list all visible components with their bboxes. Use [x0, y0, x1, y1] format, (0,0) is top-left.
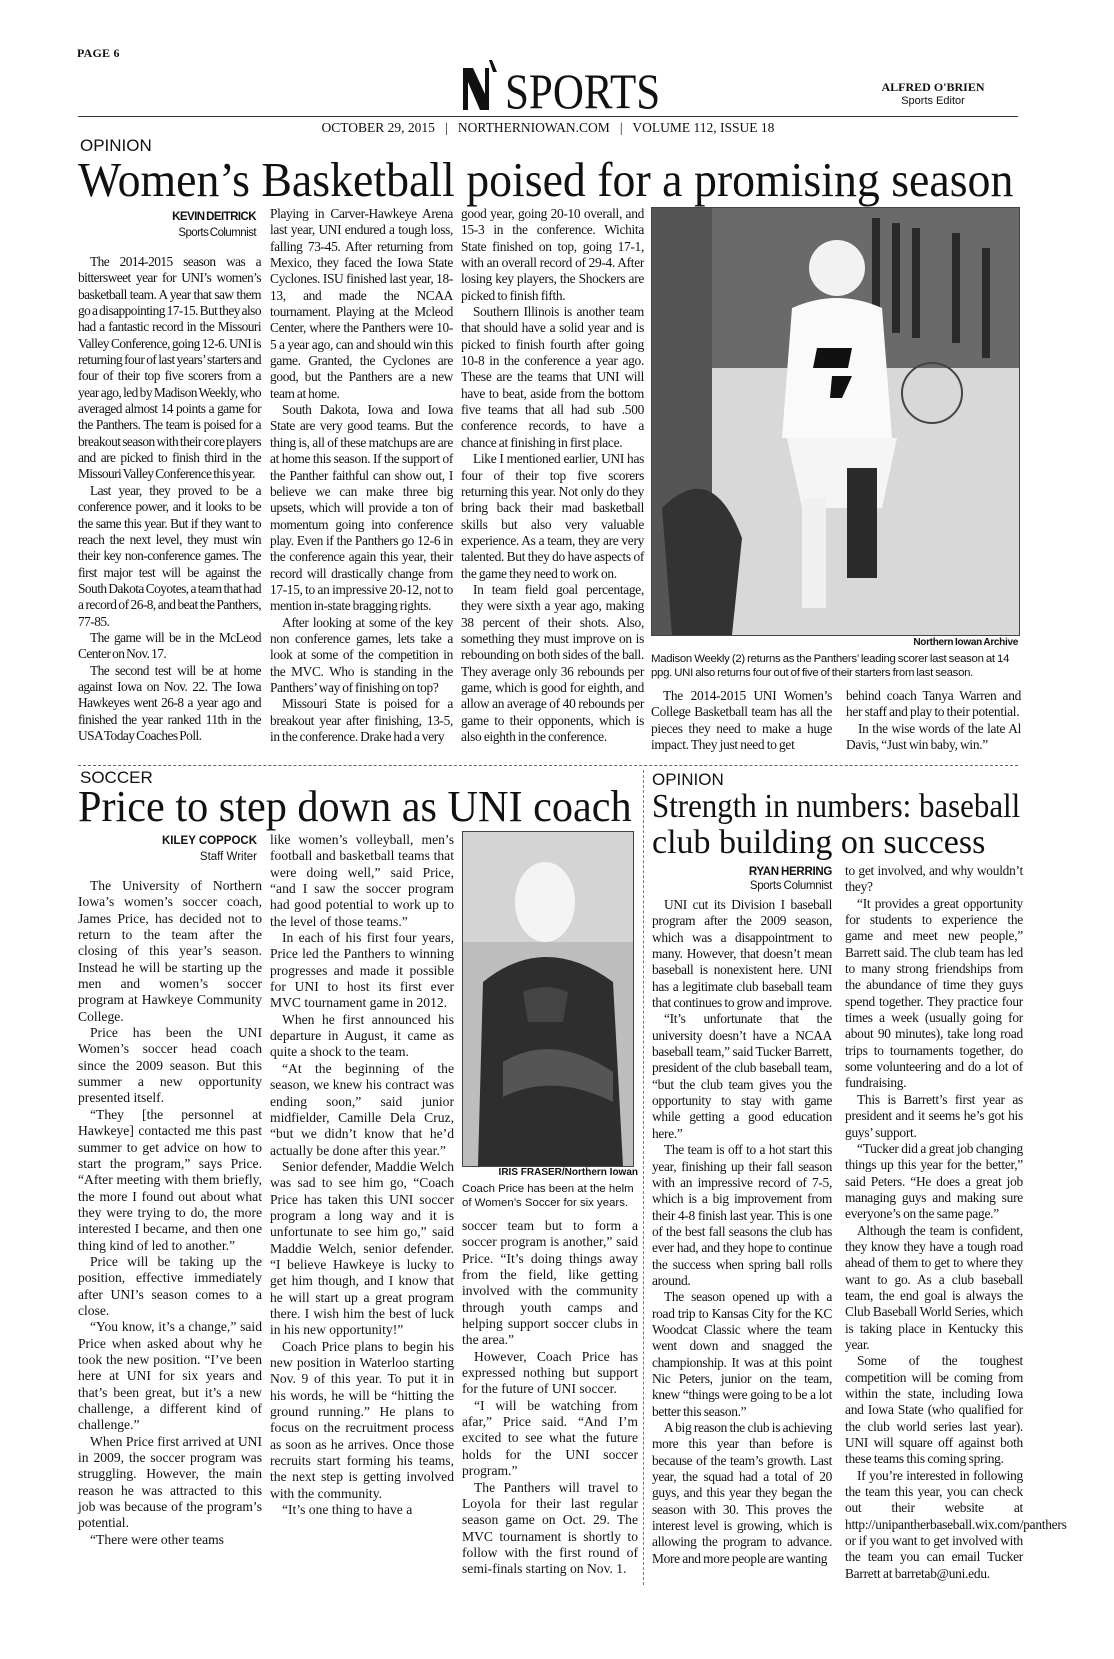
article1-kicker: OPINION — [80, 136, 152, 155]
article3-column-2 — [845, 863, 1067, 1582]
paragraph: However, Coach Price has expressed nothing but support for the future of UNI soccer. — [462, 1348, 638, 1397]
paragraph: The season opened up with a road trip to Kansas City for the KC Woodcat Classic where the team went down and snagged the championship. It was at this point Nic Peters, junior on the team, knew “things were going to be a lot better this season.” — [652, 1289, 832, 1419]
northern-iowan-logo-icon — [463, 60, 497, 110]
section-title: SPORTS — [505, 63, 661, 119]
article3-kicker: OPINION — [652, 770, 724, 789]
paragraph: good year, going 20-10 overall, and 15-3 in the conference. Wichita State finished on top, going 17-1, with an overall record of 29-4. After losing key players, the Shockers are picked to finish fifth. — [461, 206, 644, 303]
article2-photo-caption: Coach Price has been at the helm of Women’s Soccer for six years. — [462, 1183, 634, 1209]
coach-photo-image — [463, 832, 633, 1166]
author-name: KILEY COPPOCK — [162, 835, 257, 847]
paragraph: The team is off to a hot start this year, finishing up their fall season with an impressive record of 7-5, which is a big improvement from their 4-8 finish last year. This is one of the best fall seasons the club has ever had, and they hope to continue the success when spring ball rolls around. — [652, 1142, 832, 1288]
article2-column-1 — [78, 878, 262, 1548]
paragraph: Southern Illinois is another team that should have a solid year and is picked to finish fourth after going 10-8 in the conference a year ago. These are the teams that UNI will have to beat, aside from the bottom five teams that all had sub .500 conference records, to have a chance at finishing in first place. — [461, 304, 644, 450]
author-name: KEVIN DEITRICK — [172, 211, 256, 223]
page-number: PAGE 6 — [77, 46, 120, 60]
paragraph: Like I mentioned earlier, UNI has four of their top five scorers returning this year. Not only do they bring back their mad basketball skills but also very valuable experience. As a team, they are very talented. But they do have aspects of the game they need to work on. — [461, 451, 644, 581]
paragraph: Senior defender, Maddie Welch was sad to see him go, “Coach Price has taken this UNI soccer program a long way and it is unfortunate to see him go,” said Maddie Welch, senior defender. “I believe Hawkeye is lucky to get him though, and I know that he will start up a great program there. I wish him the best of luck in his new opportunity!” — [270, 1158, 454, 1338]
paragraph: In the wise words of the late Al Davis, “Just win baby, win.” — [846, 720, 1021, 753]
masthead-rule — [78, 116, 1018, 117]
dateline: OCTOBER 29, 2015 | NORTHERNIOWAN.COM | VOLUME 112, ISSUE 18 — [321, 120, 775, 135]
article1-lower-columns — [651, 688, 1021, 753]
article1-column-1-block — [78, 211, 261, 744]
article2-column-3 — [462, 1218, 638, 1578]
paragraph: If you’re interested in following the team this year, you can check out their website at http://unipantherbaseball.wix.com/panthers or if you want to get involved with the team you can email Tucker Barrett at barretab@uni.edu. — [845, 1467, 1067, 1581]
article1-photo-caption: Madison Weekly (2) returns as the Panthers’ leading scorer last season at 14 ppg. UNI also returns four out of five of their starters from last season. — [651, 653, 1010, 679]
column-divider — [643, 770, 644, 1585]
author-name: RYAN HERRING — [748, 866, 832, 878]
paragraph: This is Barrett’s first year as president and it seems he’s got his guys’ support. — [845, 1091, 1023, 1140]
paragraph: “Tucker did a great job changing things up this year for the better,” said Peters. “He does a great job managing guys and making sure everyone’s on the same page.” — [845, 1140, 1023, 1222]
editor-name: ALFRED O'BRIEN — [881, 80, 985, 94]
paragraph: to get involved, and why wouldn’t they? — [845, 863, 1023, 895]
website-link[interactable]: NORTHERNIOWAN.COM — [457, 120, 610, 135]
paragraph: soccer team but to form a soccer program is another,” said Price. “It’s doing things away from the field, like getting involved with the community through youth camps and helping support soccer clubs in the area.” — [462, 1218, 638, 1348]
author-role: Staff Writer — [199, 851, 257, 863]
paragraph: Although the team is confident, they know they have a tough road ahead of them to get to where they want to go. As a club baseball team, the end goal is always the Club Baseball World Series, which is taking place in Kentucky this year. — [845, 1222, 1023, 1352]
article1-column-3 — [461, 206, 644, 745]
paragraph: “There were other teams — [90, 1531, 224, 1547]
article3-byline — [652, 866, 832, 893]
article3-column-1-block — [652, 866, 832, 1567]
article3-column-1 — [652, 897, 832, 1567]
paragraph: The game will be in the McLeod Center on Nov. 17. — [78, 629, 261, 662]
article2-kicker: SOCCER — [80, 768, 153, 787]
article2-byline — [78, 835, 257, 864]
article1-column-4 — [651, 688, 832, 753]
paragraph: When Price first arrived at UNI in 2009, the soccer program was struggling. However, the main reason he was attracted to this job was because of the program’s potential. — [78, 1433, 262, 1531]
paragraph: Price has been the UNI Women’s soccer head coach since the 2009 season. But this summer a new opportunity presented itself. — [78, 1025, 262, 1106]
paragraph: Missouri State is poised for a breakout year after finishing, 13-5, in the conference. Drake had a very — [270, 696, 453, 744]
paragraph: When he first announced his departure in August, it came as quite a shock to the team. — [270, 1011, 454, 1060]
basketball-photo-image — [652, 208, 1019, 635]
paragraph: In team field goal percentage, they were sixth a year ago, making 38 percent of their shots. Also, something they must improve on is rebounding on both sides of the ball. They average only 36 rebounds per game, which is good for eighth, and allow an average of 40 rebounds per game to their opponents, which is also eighth in the conference. — [461, 581, 644, 744]
article3-headline-line-2: club building on success — [652, 824, 986, 861]
article1-column-5 — [846, 688, 1021, 753]
paragraph: “It provides a great opportunity for students to experience the game and meet new people,” Barrett said. The club team has led to many strong friendships from the abundance of time they guys spend together. They practice four times a week (usually going for about 90 minutes), take long road trips to tournaments together, do some volunteering and do a lot of fundraising. — [845, 895, 1023, 1091]
paragraph: A big reason the club is achieving more this year than before is because of the team’s growth. Last year, the squad had a total of 20 guys, and this year they began the season with 30. This proves the interest level is growing, which is allowing the program to advance. More and more people are wanting — [652, 1420, 832, 1566]
paragraph: behind coach Tanya Warren and her staff and play to their potential. — [846, 688, 1021, 720]
article2-column-2 — [270, 832, 454, 1518]
paragraph: The Panthers will travel to Loyola for their last regular season game on Oct. 29. The MVC tournament is shortly to follow with the first round of semi-finals starting on Nov. 1. — [462, 1479, 638, 1577]
paragraph: South Dakota, Iowa and Iowa State are very good teams. But the thing is, all of these matchups are are at home this season. If the support of the Panther faithful can show out, I believe we can make three big upsets, which will provide a ton of momentum going into conference play. Even if the Panthers go 12-6 in the conference again this year, their record will drastically change from 17-15, to an impressive 20-12, not to mention in-state bragging rights. — [270, 402, 453, 614]
article1-headline: Women’s Basketball poised for a promising season — [78, 152, 1014, 207]
paragraph: Playing in Carver-Hawkeye Arena last year, UNI endured a tough loss, falling 73-45. After returning from Mexico, they faced the Iowa State Cyclones. ISU finished last year, 18-13, and made the NCAA tournament. Playing at the Mcleod Center, where the Panthers were 10-5 a year ago, can and should win this game. Granted, the Cyclones are good, but the Panthers are a new team at home. — [270, 206, 453, 401]
paragraph: Last year, they proved to be a conference power, and it looks to be the same this year. But if they want to reach the next level, they must win their key non-conference games. The first major test will be against the South Dakota Coyotes, a team that had a record of 26-8, and beat the Panthers, 77-85. — [78, 482, 261, 629]
paragraph: “They [the personnel at Hawkeye] contacted me this past summer to get advice on how to start the program,” says Price. “After meeting with them briefly, the more I found out about what they were trying to do, the more interested I became, and then one thing kind of led to another.” — [78, 1106, 262, 1253]
paragraph: Coach Price plans to begin his new position in Waterloo starting Nov. 9 of this year. To put it in his words, he will be “hitting the ground running.” He plans to focus on the recruitment process as soon as he arrives. Once those recruits start forming his teams, the next step is getting involved with the community. — [270, 1338, 454, 1501]
paragraph: The University of Northern Iowa’s women’s soccer coach, James Price, has decided not to return to the team after the closing of this year’s season. Instead he will be starting up the men and women’s soccer program at Hawkeye Community College. — [78, 878, 262, 1024]
paragraph: The second test will be at home against Iowa on Nov. 22. The Iowa Hawkeyes went 26-8 a year ago and finished the year ranked 11th in the USA Today Coaches Poll. — [78, 662, 261, 743]
paragraph: “You know, it’s a change,” said Price when asked about why he took the new position. “I’ve been here at UNI for six years and that’s been great, but it’s a new challenge, a different kind of challenge.” — [78, 1319, 262, 1433]
article2-photo-credit: IRIS FRASER/Northern Iowan — [498, 1167, 638, 1178]
paragraph: After looking at some of the key non conference games, lets take a look at some of the competition in the MVC. Who is standing in the Panthers’ way of finishing on top? — [270, 614, 453, 695]
article1-byline — [78, 211, 256, 240]
paragraph: “At the beginning of the season, we knew his contract was ending soon,” said junior midfielder, Camille Dela Cruz, “but we didn’t know that he’d actually be done after this year.” — [270, 1060, 454, 1158]
article2-headline: Price to step down as UNI coach — [78, 782, 632, 831]
article1-photo-credit: Northern Iowan Archive — [913, 637, 1018, 648]
paragraph: like women’s volleyball, men’s football and basketball teams that were doing well,” said Price, “and I saw the soccer program had good potential to work up to the level of those teams.” — [270, 832, 454, 929]
editor-credit — [868, 80, 998, 107]
paragraph: “I will be watching from afar,” Price said. “And I’m excited to see what the future holds for the UNI soccer program.” — [462, 1397, 638, 1479]
paragraph: The 2014-2015 season was a bittersweet year for UNI’s women’s basketball team. A year that saw them go a disappointing 17-15. But they also had a fantastic record in the Missouri Valley Conference, going 12-6. UNI is returning four of last years’ starters and four of their top five scorers from a year ago, led by Madison Weekly, who averaged almost 14 points a game for the Panthers. The team is poised for a breakout season with their core players and are picked to finish third in the Missouri Valley Conference this year. — [78, 254, 261, 482]
article1-column-1 — [78, 254, 261, 744]
article1-lower-block — [651, 637, 1021, 753]
paragraph: “It’s one thing to have a — [282, 1502, 413, 1518]
article2-column-3-block — [462, 1167, 638, 1578]
paragraph: Price will be taking up the position, effective immediately after UNI’s season comes to a close. — [78, 1253, 262, 1318]
author-role: Sports Columnist — [178, 227, 256, 239]
paragraph: UNI cut its Division I baseball program after the 2009 season, which was a disappointment to many. However, that doesn’t mean baseball is nonexistent here. UNI has a legitimate club baseball team that continues to grow and improve. — [652, 897, 832, 1011]
coach-price-photo — [462, 831, 634, 1167]
section-divider — [78, 765, 1018, 766]
author-role: Sports Columnist — [749, 880, 832, 892]
paragraph: Some of the toughest competition will be coming from within the state, including Iowa and Iowa State (who qualified for the club world series last year). UNI will square off against both these teams this coming spring. — [845, 1353, 1023, 1467]
basketball-player-photo — [651, 207, 1020, 636]
paragraph: The 2014-2015 UNI Women’s College Basketball team has all the pieces they need to make a huge impact. They just need to get — [651, 688, 832, 753]
volume-issue: VOLUME 112, ISSUE 18 — [632, 120, 775, 135]
paragraph: In each of his first four years, Price led the Panthers to winning progresses and made it possible for UNI to host its first ever MVC tournament game in 2012. — [270, 930, 454, 1011]
paragraph: “It’s unfortunate that the university doesn’t have a NCAA baseball team,” said Tucker Barrett, president of the club baseball team, “but the club team gives you the opportunity to stay with game while getting a good education here.” — [652, 1011, 832, 1141]
editor-role: Sports Editor — [901, 95, 965, 107]
article2-column-1-block — [78, 835, 262, 1548]
article1-column-2 — [270, 206, 453, 745]
issue-date: OCTOBER 29, 2015 — [321, 120, 435, 135]
article3-headline-line-1: Strength in numbers: baseball — [652, 788, 1021, 825]
